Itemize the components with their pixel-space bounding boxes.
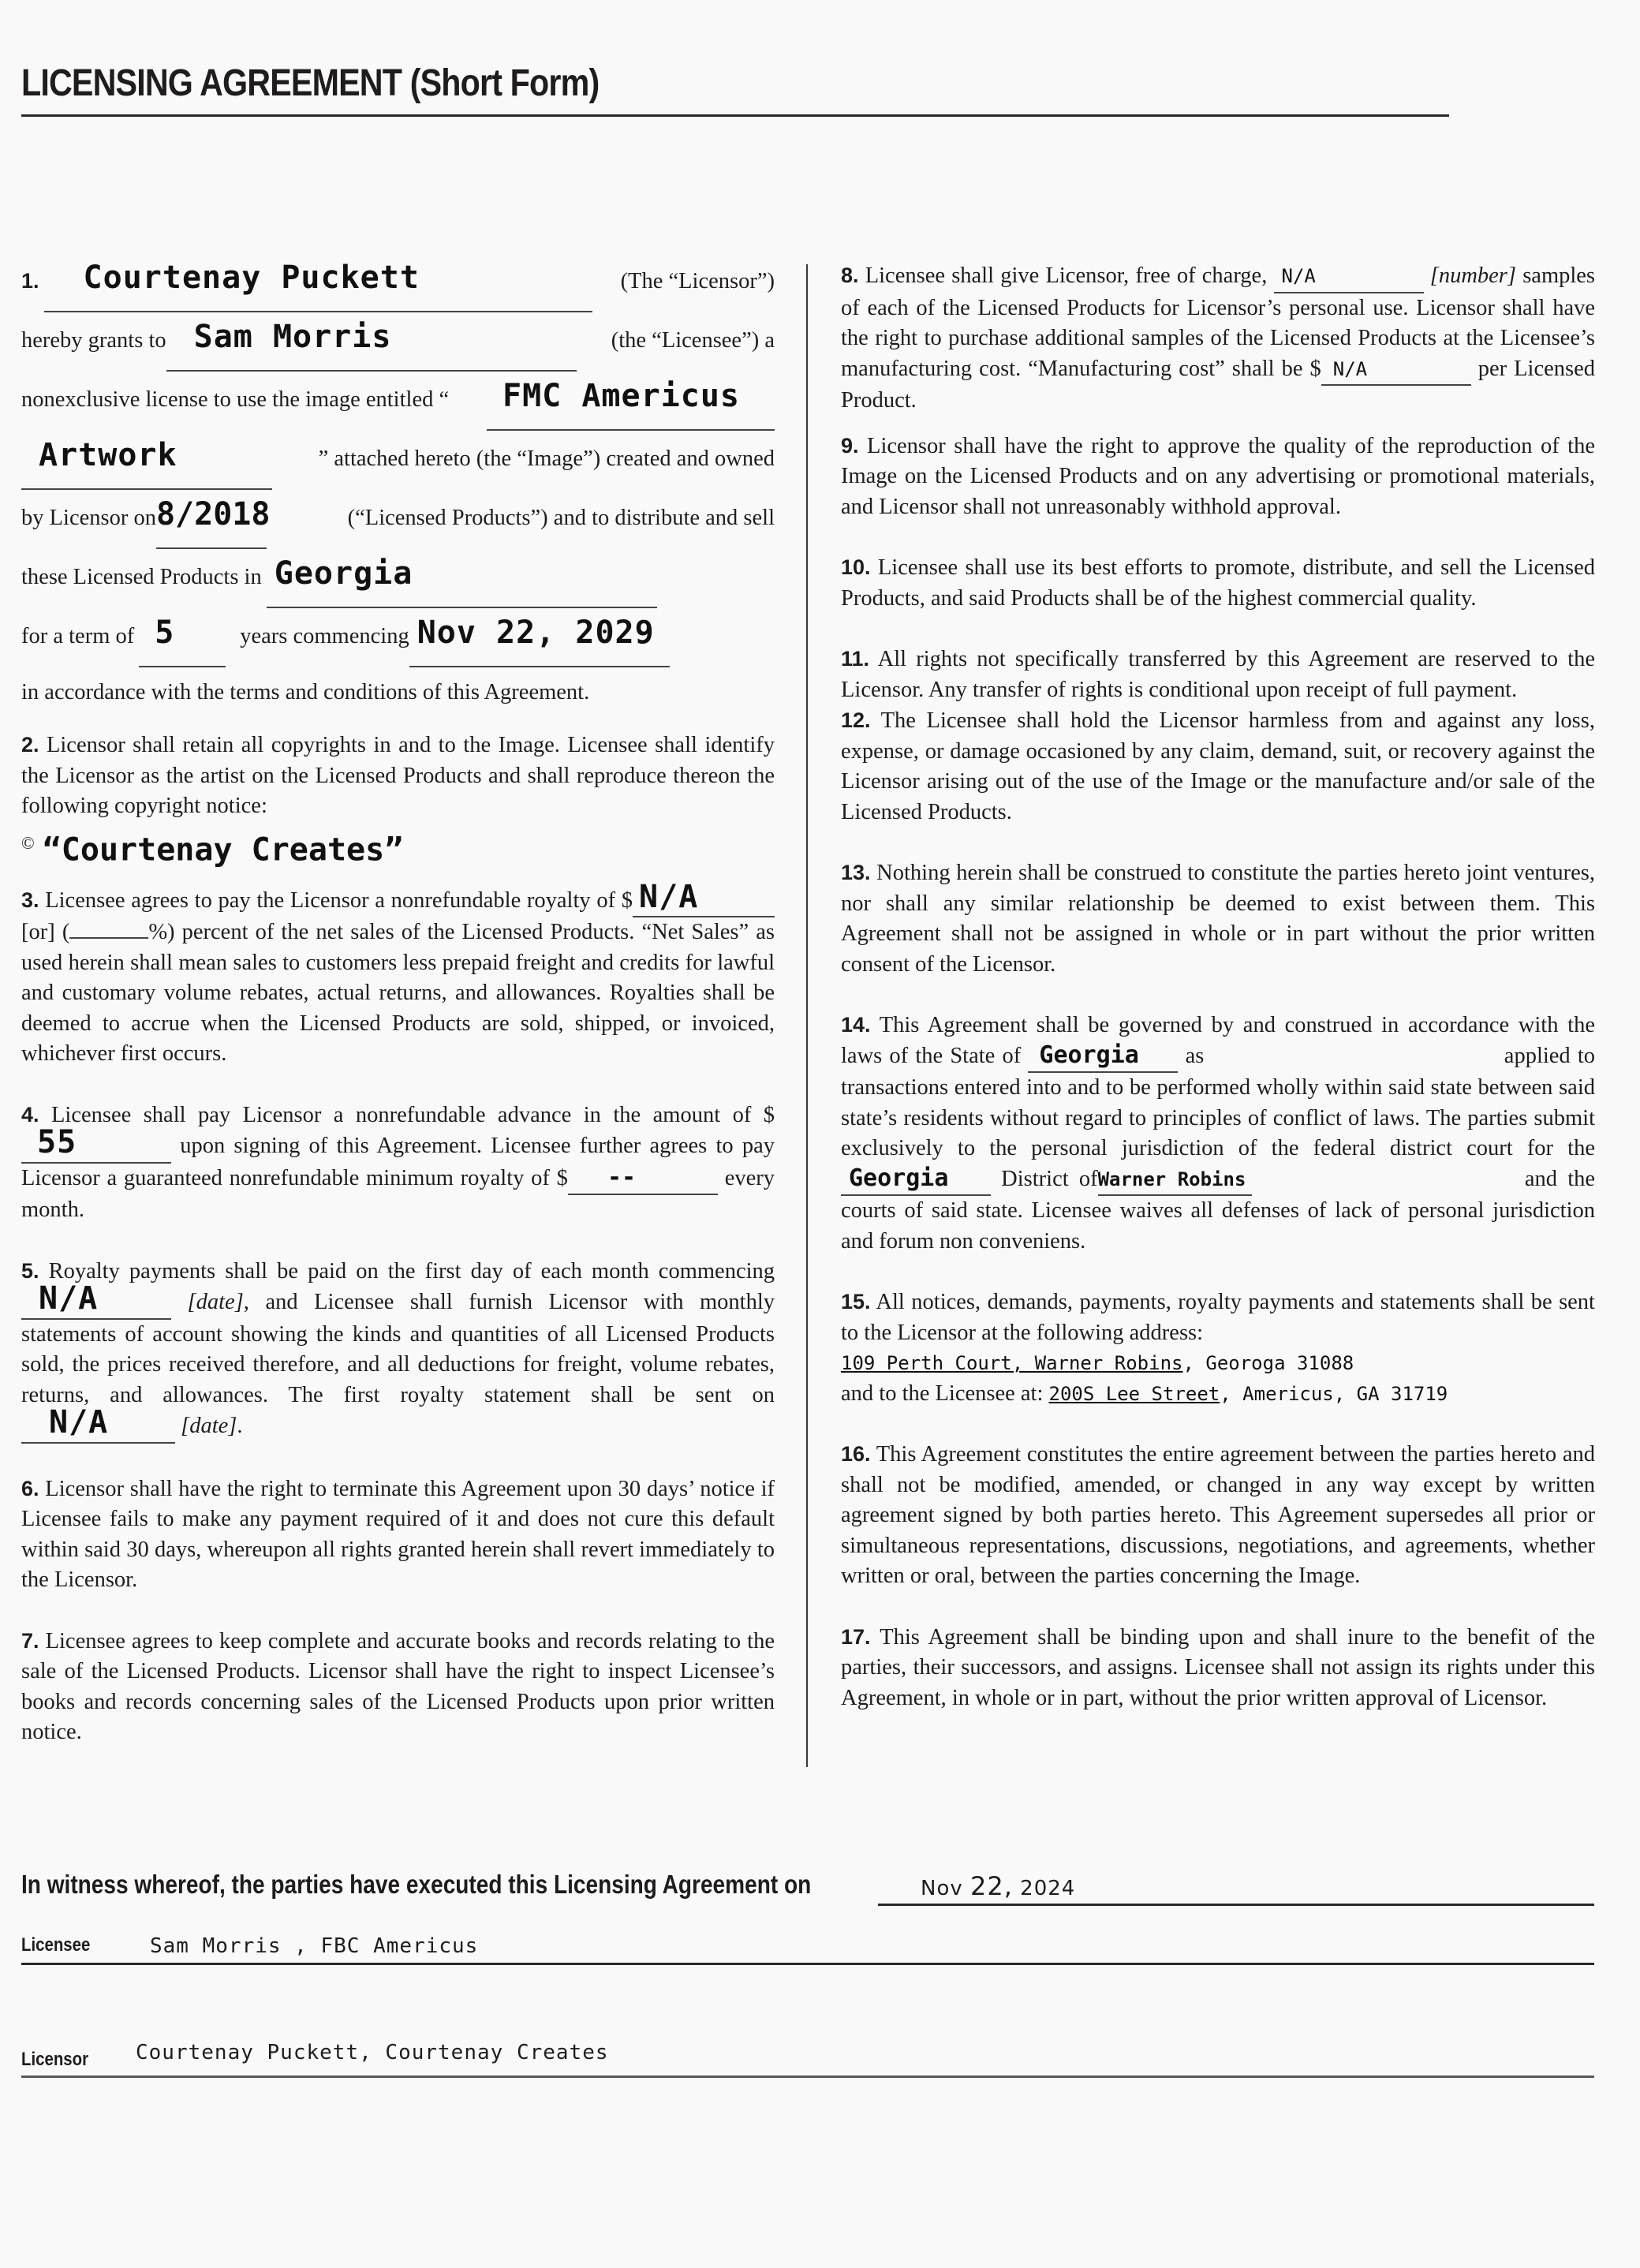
licensee-signature-field[interactable]: Sam Morris , FBC Americus bbox=[150, 1934, 479, 1958]
licensor-name-field[interactable]: Courtenay Puckett bbox=[44, 248, 592, 312]
clause-6: 6. Licensor shall have the right to terminate this Agreement upon 30 days’ notice if Licensee fails to make any payment required of it and does not cure this default within said 30 days, whereupon all rights granted herein shall revert immediately to the Licensor. bbox=[21, 1476, 775, 1593]
clause-3: 3. Licensee agrees to pay the Licensor a nonrefundable royalty of $ N/A [or] ( %) percent of the net sales of the Licensed Products. “Net Sales” as used herein shall mean sales to customers less prepaid freight and credits for lawful and customary volume rebates, actual returns, and allowances. Royalties shall be deemed to accrue when the Licensed Products are sold, shipped, or invoiced, whichever first occurs. bbox=[21, 878, 775, 1067]
governing-state-field[interactable]: Georgia bbox=[1028, 1041, 1178, 1074]
clause-8: 8. Licensee shall give Licensor, free of charge, N/A [number] samples of each of the Licensed Products for Licensor’s personal use. Licensor shall have the right to purchase additional samples of the Licensed Products at the Licensee’s manufacturing cost. “Manufacturing cost” shall be $ N/A per Licensed Product. bbox=[841, 260, 1595, 417]
title-rule bbox=[21, 114, 1449, 117]
advance-amount-field[interactable]: 55 bbox=[21, 1130, 171, 1164]
clause-9: 9. Licensor shall have the right to approve the quality of the reproduction of the Image on the Licensed Products and on any advertising or promotional materials, and Licensor shall not unreasonably withhold approval. bbox=[841, 433, 1596, 519]
clause-16: 16. This Agreement constitutes the entire agreement between the parties hereto and shall not be modified, amended, or changed in any way except by written agreement signed by both parties hereto. This Agreement supersedes all prior or simultaneous representations, discussions, negotiations, and agreements, whether written or oral, between the parties concerning the Image. bbox=[841, 1442, 1595, 1588]
image-title-field-2[interactable]: Artwork bbox=[21, 426, 272, 490]
commencing-date-field[interactable]: Nov 22, 2029 bbox=[409, 603, 670, 667]
licensee-address-field[interactable]: 200S Lee Street bbox=[1048, 1382, 1220, 1405]
page-title: LICENSING AGREEMENT (Short Form) bbox=[21, 62, 600, 104]
territory-field[interactable]: Georgia bbox=[267, 544, 657, 608]
clause-2: 2. Licensor shall retain all copyrights in and to the Image. Licensee shall identify the Licensor as the artist on the Licensed Products and shall reproduce thereon the following copyright notice: © “Courtenay Creates” bbox=[21, 733, 775, 868]
clause-14: 14. This Agreement shall be governed by and construed in accordance with the laws of the State of Georgia as applied to transactions entered into and to be performed wholly within said state between said state’s residents without regard to principles of conflict of laws. The parties submit exclusively to the personal jurisdiction of the federal district court for the Georgia District ofWarner Robins and the courts of said state. Licensee waives all defenses of lack of personal jurisdiction and forum non conveniens. bbox=[841, 1013, 1596, 1254]
execution-date-line bbox=[878, 1904, 1594, 1906]
clause-10: 10. Licensee shall use its best efforts to promote, distribute, and sell the Licensed Products, and said Products shall be of the highest commercial quality. bbox=[841, 555, 1596, 611]
court-district-field[interactable]: Warner Robins bbox=[1098, 1164, 1252, 1197]
clause-1: 1. Courtenay Puckett (The “Licensor”) hereby grants to Sam Morris (the “Licensee”) a nonexclusive license to use the image entitled “ FMC Americus Artwork ” attached hereto (the “Image”) created and owned by Licensor on 8/2018 (“Licensed Products”) and to distribute and sell these Licensed Products in Georgia for a term of 5 years commencing Nov 22, 2029 in accordance with the terms and conditions of this Agreement. bbox=[21, 248, 775, 722]
royalty-commencing-field[interactable]: N/A bbox=[21, 1287, 171, 1320]
licensee-signature-label: Licensee bbox=[21, 1934, 91, 1956]
right-column bbox=[841, 260, 1595, 1743]
clause-17: 17. This Agreement shall be binding upon and shall inure to the benefit of the parties, their successors, and assigns. Licensee shall not assign its rights under this Agreement, in whole or in part, without the prior written approval of Licensor. bbox=[841, 1624, 1595, 1710]
court-state-field[interactable]: Georgia bbox=[841, 1164, 991, 1197]
left-column bbox=[21, 248, 775, 1778]
free-samples-field[interactable]: N/A bbox=[1274, 261, 1424, 293]
licensor-signature-label: Licensor bbox=[21, 2049, 89, 2070]
image-title-field-1[interactable]: FMC Americus bbox=[487, 367, 775, 431]
clause-11: 11. All rights not specifically transferred by this Agreement are reserved to the Licensor. Any transfer of rights is conditional upon receipt of full payment. bbox=[841, 647, 1595, 702]
term-years-field[interactable]: 5 bbox=[139, 603, 226, 667]
execution-date-field[interactable]: Nov 22, 2024 bbox=[921, 1871, 1076, 1901]
royalty-amount-field[interactable]: N/A bbox=[633, 885, 775, 918]
clause-5: 5. Royalty payments shall be paid on the first day of each month commencing N/A [date], and Licensee shall furnish Licensor with monthly statements of account showing the kinds and quantities of all Licensed Products sold, the prices received therefore, and all deductions for freight, volume rebates, returns, and allowances. The first royalty statement shall be sent on N/A [date]. bbox=[21, 1256, 775, 1444]
clause-12: 12. The Licensee shall hold the Licensor harmless from and against any loss, expense, or damage occasioned by any claim, demand, suit, or recovery against the Licensor arising out of the use of the Image or the manufacture and/or sale of the Licensed Products. bbox=[841, 708, 1595, 824]
created-date-field[interactable]: 8/2018 bbox=[156, 485, 267, 549]
clause-15: 15. All notices, demands, payments, royalty payments and statements shall be sent to the Licensor at the following address: 109 Perth Court, Warner Robins, Georoga 31088 and to the Licensee at: 200S Lee Street, Americus, GA 31719 bbox=[841, 1290, 1595, 1406]
royalty-percent-field[interactable] bbox=[69, 937, 148, 939]
column-divider bbox=[806, 264, 808, 1767]
licensor-signature-field[interactable]: Courtenay Puckett, Courtenay Creates bbox=[136, 2041, 609, 2064]
copyright-icon: © bbox=[21, 832, 35, 853]
licensee-signature-line bbox=[21, 1963, 1594, 1965]
licensor-signature-line bbox=[21, 2076, 1594, 2078]
witness-statement: In witness whereof, the parties have executed this Licensing Agreement on bbox=[21, 1870, 812, 1899]
clause-number: 1. bbox=[21, 269, 39, 293]
licensor-address-field[interactable]: 109 Perth Court, Warner Robins bbox=[841, 1352, 1183, 1374]
clause-4: 4. Licensee shall pay Licensor a nonrefundable advance in the amount of $55 upon signing of this Agreement. Licensee further agrees to pay Licensor a guaranteed nonrefundable minimum royalty of $ -- every month. bbox=[21, 1102, 775, 1223]
minimum-royalty-field[interactable]: -- bbox=[568, 1164, 718, 1196]
copyright-notice-field[interactable]: “Courtenay Creates” bbox=[42, 831, 404, 868]
clause-7: 7. Licensee agrees to keep complete and accurate books and records relating to the sale of the Licensed Products. Licensor shall have the right to inspect Licensee’s books and records concerning sales of the Licensed Products upon prior written notice. bbox=[21, 1628, 775, 1745]
manufacturing-cost-field[interactable]: N/A bbox=[1321, 354, 1471, 387]
first-statement-date-field[interactable]: N/A bbox=[21, 1410, 175, 1444]
clause-13: 13. Nothing herein shall be construed to constitute the parties hereto joint ventures, nor shall any similar relationship be deemed to exist between them. This Agreement shall not be assigned in whole or in part without the prior written consent of the Licensor. bbox=[841, 861, 1596, 977]
licensee-name-field[interactable]: Sam Morris bbox=[166, 308, 577, 372]
